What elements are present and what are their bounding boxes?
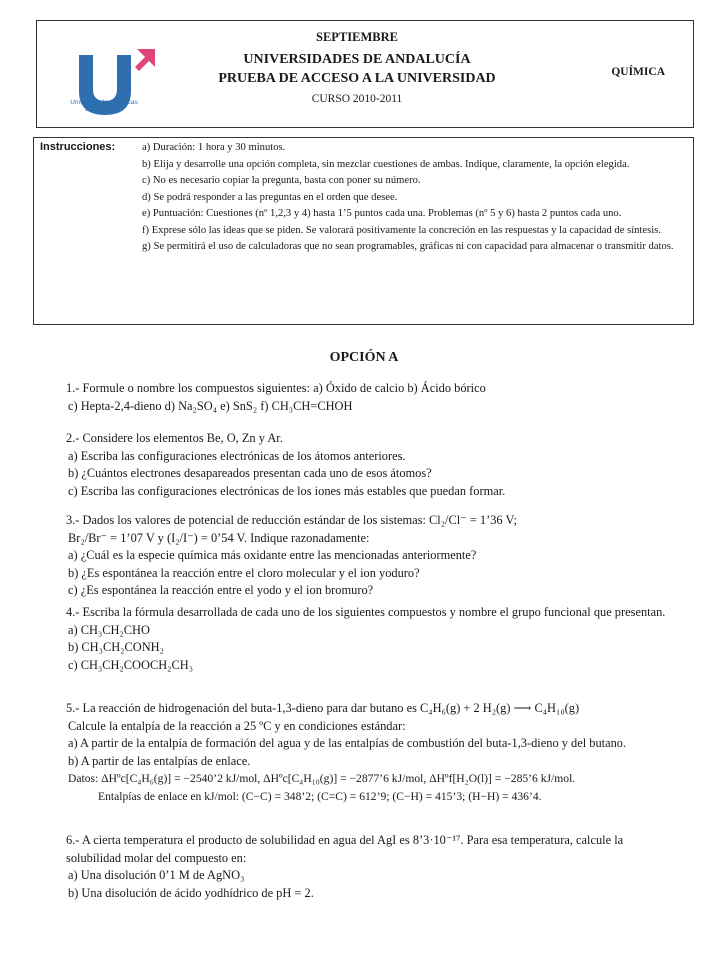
question-3-a: a) ¿Cuál es la especie química más oxidante entre las mencionadas anteriormente? xyxy=(68,548,477,563)
subject-label: QUÍMICA xyxy=(611,66,665,78)
question-3-line-2: Br₂/Br⁻ = 1’07 V y (I₂/I⁻) = 0’54 V. Indique razonadamente: xyxy=(68,530,370,545)
question-5-line-2: Calcule la entalpía de la reacción a 25 ºC y en condiciones estándar: xyxy=(68,718,406,733)
question-1 xyxy=(66,380,670,415)
logo-caption-line-1: Universidades Públicas xyxy=(70,99,138,106)
question-2-intro: 2.- Considere los elementos Be, O, Zn y Ar. xyxy=(66,431,283,445)
instructions-box xyxy=(33,137,694,325)
question-6 xyxy=(66,832,670,902)
instruction-item: b) Elija y desarrolle una opción completa, sin mezclar cuestiones de ambas. Indique, claramente, la opción elegida. xyxy=(142,158,630,170)
question-5-data-1: Datos: ΔHºc[C₄H₆(g)] = −2540’2 kJ/mol, ΔHºc[C₄H₁₀(g)] = −2877’6 kJ/mol, ΔHºf[H₂O(l)] = −285’6 kJ/mol. xyxy=(68,772,576,786)
exam-month: SEPTIEMBRE xyxy=(316,30,398,44)
question-5-data-2: Entalpías de enlace en kJ/mol: (C−C) = 348’2; (C=C) = 612’9; (C−H) = 415’3; (H−H) = 436’4. xyxy=(98,789,542,803)
question-6-line-1: 6.- A cierta temperatura el producto de solubilidad en agua del AgI es 8’3·10⁻¹⁷. Para esa temperatura, calcule la solubilidad molar del compuesto en: xyxy=(66,833,624,865)
question-6-a: a) Una disolución 0’1 M de AgNO₃ xyxy=(68,868,245,883)
question-5-line-1: 5.- La reacción de hidrogenación del buta-1,3-dieno para dar butano es C₄H₆(g) + 2 H₂(g) ⟶ C₄H₁₀(g) xyxy=(66,701,580,715)
question-3 xyxy=(66,512,670,600)
logo-caption xyxy=(41,99,167,113)
instruction-item: c) No es necesario copiar la pregunta, basta con poner su número. xyxy=(142,175,421,186)
question-5-a: a) A partir de la entalpía de formación del agua y de las entalpías de combustión del buta-1,3-dieno y del butano. xyxy=(68,736,627,751)
question-3-b: b) ¿Es espontánea la reacción entre el cloro molecular y el ion yoduro? xyxy=(68,565,420,580)
question-3-line-1: 3.- Dados los valores de potencial de reducción estándar de los sistemas: Cl₂/Cl⁻ = 1’36 V; xyxy=(66,513,517,527)
question-2-c: c) Escriba las configuraciones electrónicas de los iones más estables que puedan formar. xyxy=(68,483,506,498)
question-4-b: b) CH₃CH₂CONH₂ xyxy=(68,640,164,655)
instruction-item: a) Duración: 1 hora y 30 minutos. xyxy=(142,142,286,153)
question-3-c: c) ¿Es espontánea la reacción entre el yodo y el ion bromuro? xyxy=(68,583,374,598)
instruction-item: f) Exprese sólo las ideas que se piden. Se valorará positivamente la concreción en las respuestas y la capacidad de síntesis. xyxy=(142,224,661,236)
instruction-item: g) Se permitirá el uso de calculadoras que no sean programables, gráficas ni con capacidad para almacenar o transmitir datos. xyxy=(142,241,674,252)
instruction-item: e) Puntuación: Cuestiones (nº 1,2,3 y 4) hasta 1’5 puntos cada una. Problemas (nº 5 y 6) hasta 2 puntos cada uno. xyxy=(142,208,622,219)
exam-title: PRUEBA DE ACCESO A LA UNIVERSIDAD xyxy=(218,71,496,86)
question-2-a: a) Escriba las configuraciones electrónicas de los átomos anteriores. xyxy=(68,448,406,463)
instruction-item: d) Se podrá responder a las preguntas en el orden que desee. xyxy=(142,191,398,203)
question-4-c: c) CH₃CH₂COOCH₂CH₃ xyxy=(68,657,194,672)
option-title: OPCIÓN A xyxy=(329,350,399,365)
university-title: UNIVERSIDADES DE ANDALUCÍA xyxy=(243,52,471,67)
exam-header xyxy=(36,20,694,128)
question-5-b: b) A partir de las entalpías de enlace. xyxy=(68,753,251,768)
instructions-label: Instrucciones: xyxy=(40,141,116,153)
question-2 xyxy=(66,430,670,500)
question-4 xyxy=(66,604,670,674)
question-4-a: a) CH₃CH₂CHO xyxy=(68,622,150,637)
question-1-line-1: 1.- Formule o nombre los compuestos siguientes: a) Óxido de calcio b) Ácido bórico xyxy=(66,381,486,395)
question-4-line-1: 4.- Escriba la fórmula desarrollada de cada uno de los siguientes compuestos y nombre el grupo funcional que presentan. xyxy=(66,605,666,619)
question-5 xyxy=(66,700,670,806)
question-1-line-2: c) Hepta-2,4-dieno d) Na₂SO₄ e) SnS₂ f) CH₃CH=CHOH xyxy=(68,398,353,413)
course-year: CURSO 2010-2011 xyxy=(311,93,403,105)
instructions-list xyxy=(142,141,680,257)
logo-caption-line-2: de Andalucía xyxy=(85,106,123,113)
question-2-b: b) ¿Cuántos electrones desapareados presentan cada uno de esos átomos? xyxy=(68,466,432,481)
question-6-b: b) Una disolución de ácido yodhídrico de pH = 2. xyxy=(68,885,314,900)
